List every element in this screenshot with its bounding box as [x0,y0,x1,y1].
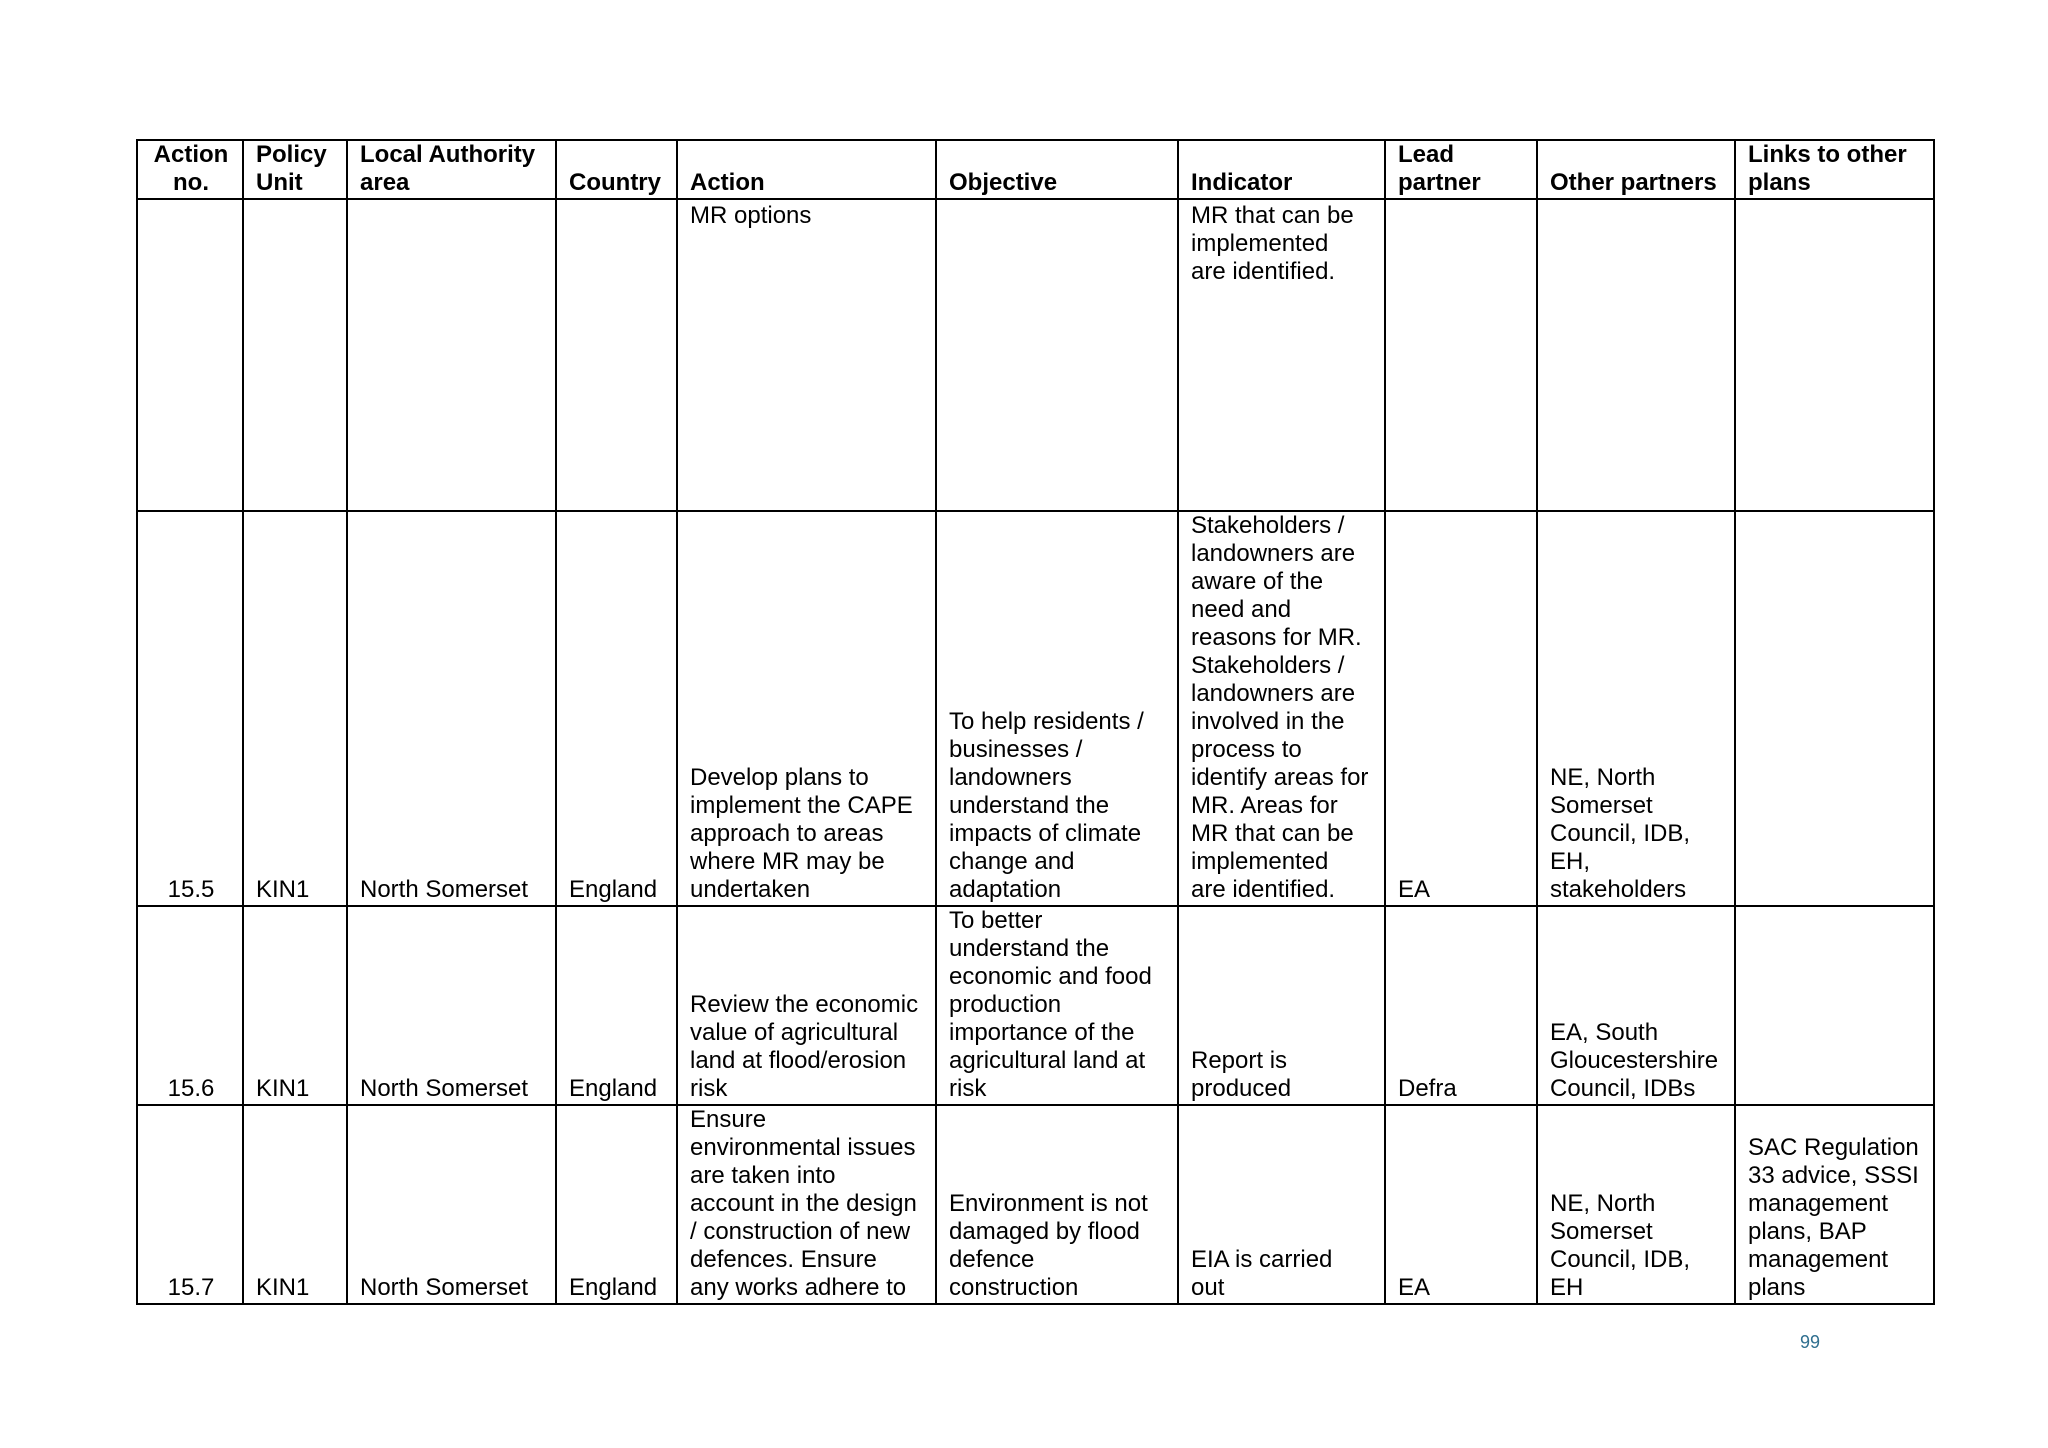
cell-indicator: MR that can be implemented are identified. [1178,199,1385,511]
header-local-authority: Local Authority area [347,140,556,199]
header-policy-unit: Policy Unit [243,140,347,199]
cell-action: Ensure environmental issues are taken into account in the design / construction of new defences. Ensure any works adhere to [677,1105,936,1304]
cell-policy-unit: KIN1 [243,906,347,1105]
header-indicator: Indicator [1178,140,1385,199]
cell-links [1735,199,1934,511]
cell-indicator: Stakeholders / landowners are aware of the need and reasons for MR. Stakeholders / landowners are involved in the process to identify areas for MR. Areas for MR that can be implemented are identified. [1178,511,1385,906]
header-country: Country [556,140,677,199]
cell-policy-unit: KIN1 [243,511,347,906]
cell-other-partners: EA, South Gloucestershire Council, IDBs [1537,906,1735,1105]
cell-action: Develop plans to implement the CAPE approach to areas where MR may be undertaken [677,511,936,906]
table-row [137,199,1934,511]
cell-policy-unit [243,199,347,511]
cell-lead-partner: EA [1385,511,1537,906]
page-number: 99 [1800,1332,1821,1352]
header-objective: Objective [936,140,1178,199]
table-row [137,906,1934,1105]
cell-lead-partner: Defra [1385,906,1537,1105]
header-other-partners: Other partners [1537,140,1735,199]
table-header-row [137,140,1934,199]
cell-action-no: 15.6 [137,906,243,1105]
cell-local-authority: North Somerset [347,906,556,1105]
header-action: Action [677,140,936,199]
cell-action: MR options [677,199,936,511]
cell-other-partners: NE, North Somerset Council, IDB, EH [1537,1105,1735,1304]
cell-policy-unit: KIN1 [243,1105,347,1304]
cell-objective [936,199,1178,511]
cell-objective: To better understand the economic and food production importance of the agricultural land at risk [936,906,1178,1105]
cell-indicator: Report is produced [1178,906,1385,1105]
cell-country: England [556,511,677,906]
cell-lead-partner [1385,199,1537,511]
cell-country [556,199,677,511]
cell-local-authority: North Somerset [347,1105,556,1304]
header-lead-partner: Lead partner [1385,140,1537,199]
cell-country: England [556,1105,677,1304]
cell-objective: To help residents / businesses / landowners understand the impacts of climate change and adaptation [936,511,1178,906]
cell-other-partners: NE, North Somerset Council, IDB, EH, stakeholders [1537,511,1735,906]
cell-country: England [556,906,677,1105]
cell-local-authority [347,199,556,511]
cell-links [1735,511,1934,906]
cell-links [1735,906,1934,1105]
cell-indicator: EIA is carried out [1178,1105,1385,1304]
header-links: Links to other plans [1735,140,1934,199]
cell-action: Review the economic value of agricultural land at flood/erosion risk [677,906,936,1105]
header-action-no: Action no. [137,140,243,199]
cell-action-no [137,199,243,511]
cell-lead-partner: EA [1385,1105,1537,1304]
cell-other-partners [1537,199,1735,511]
cell-links: SAC Regulation 33 advice, SSSI management plans, BAP management plans [1735,1105,1934,1304]
table-row [137,511,1934,906]
cell-action-no: 15.5 [137,511,243,906]
cell-objective: Environment is not damaged by flood defence construction [936,1105,1178,1304]
action-plan-table [136,139,1935,1305]
cell-action-no: 15.7 [137,1105,243,1304]
table-row [137,1105,1934,1304]
cell-local-authority: North Somerset [347,511,556,906]
